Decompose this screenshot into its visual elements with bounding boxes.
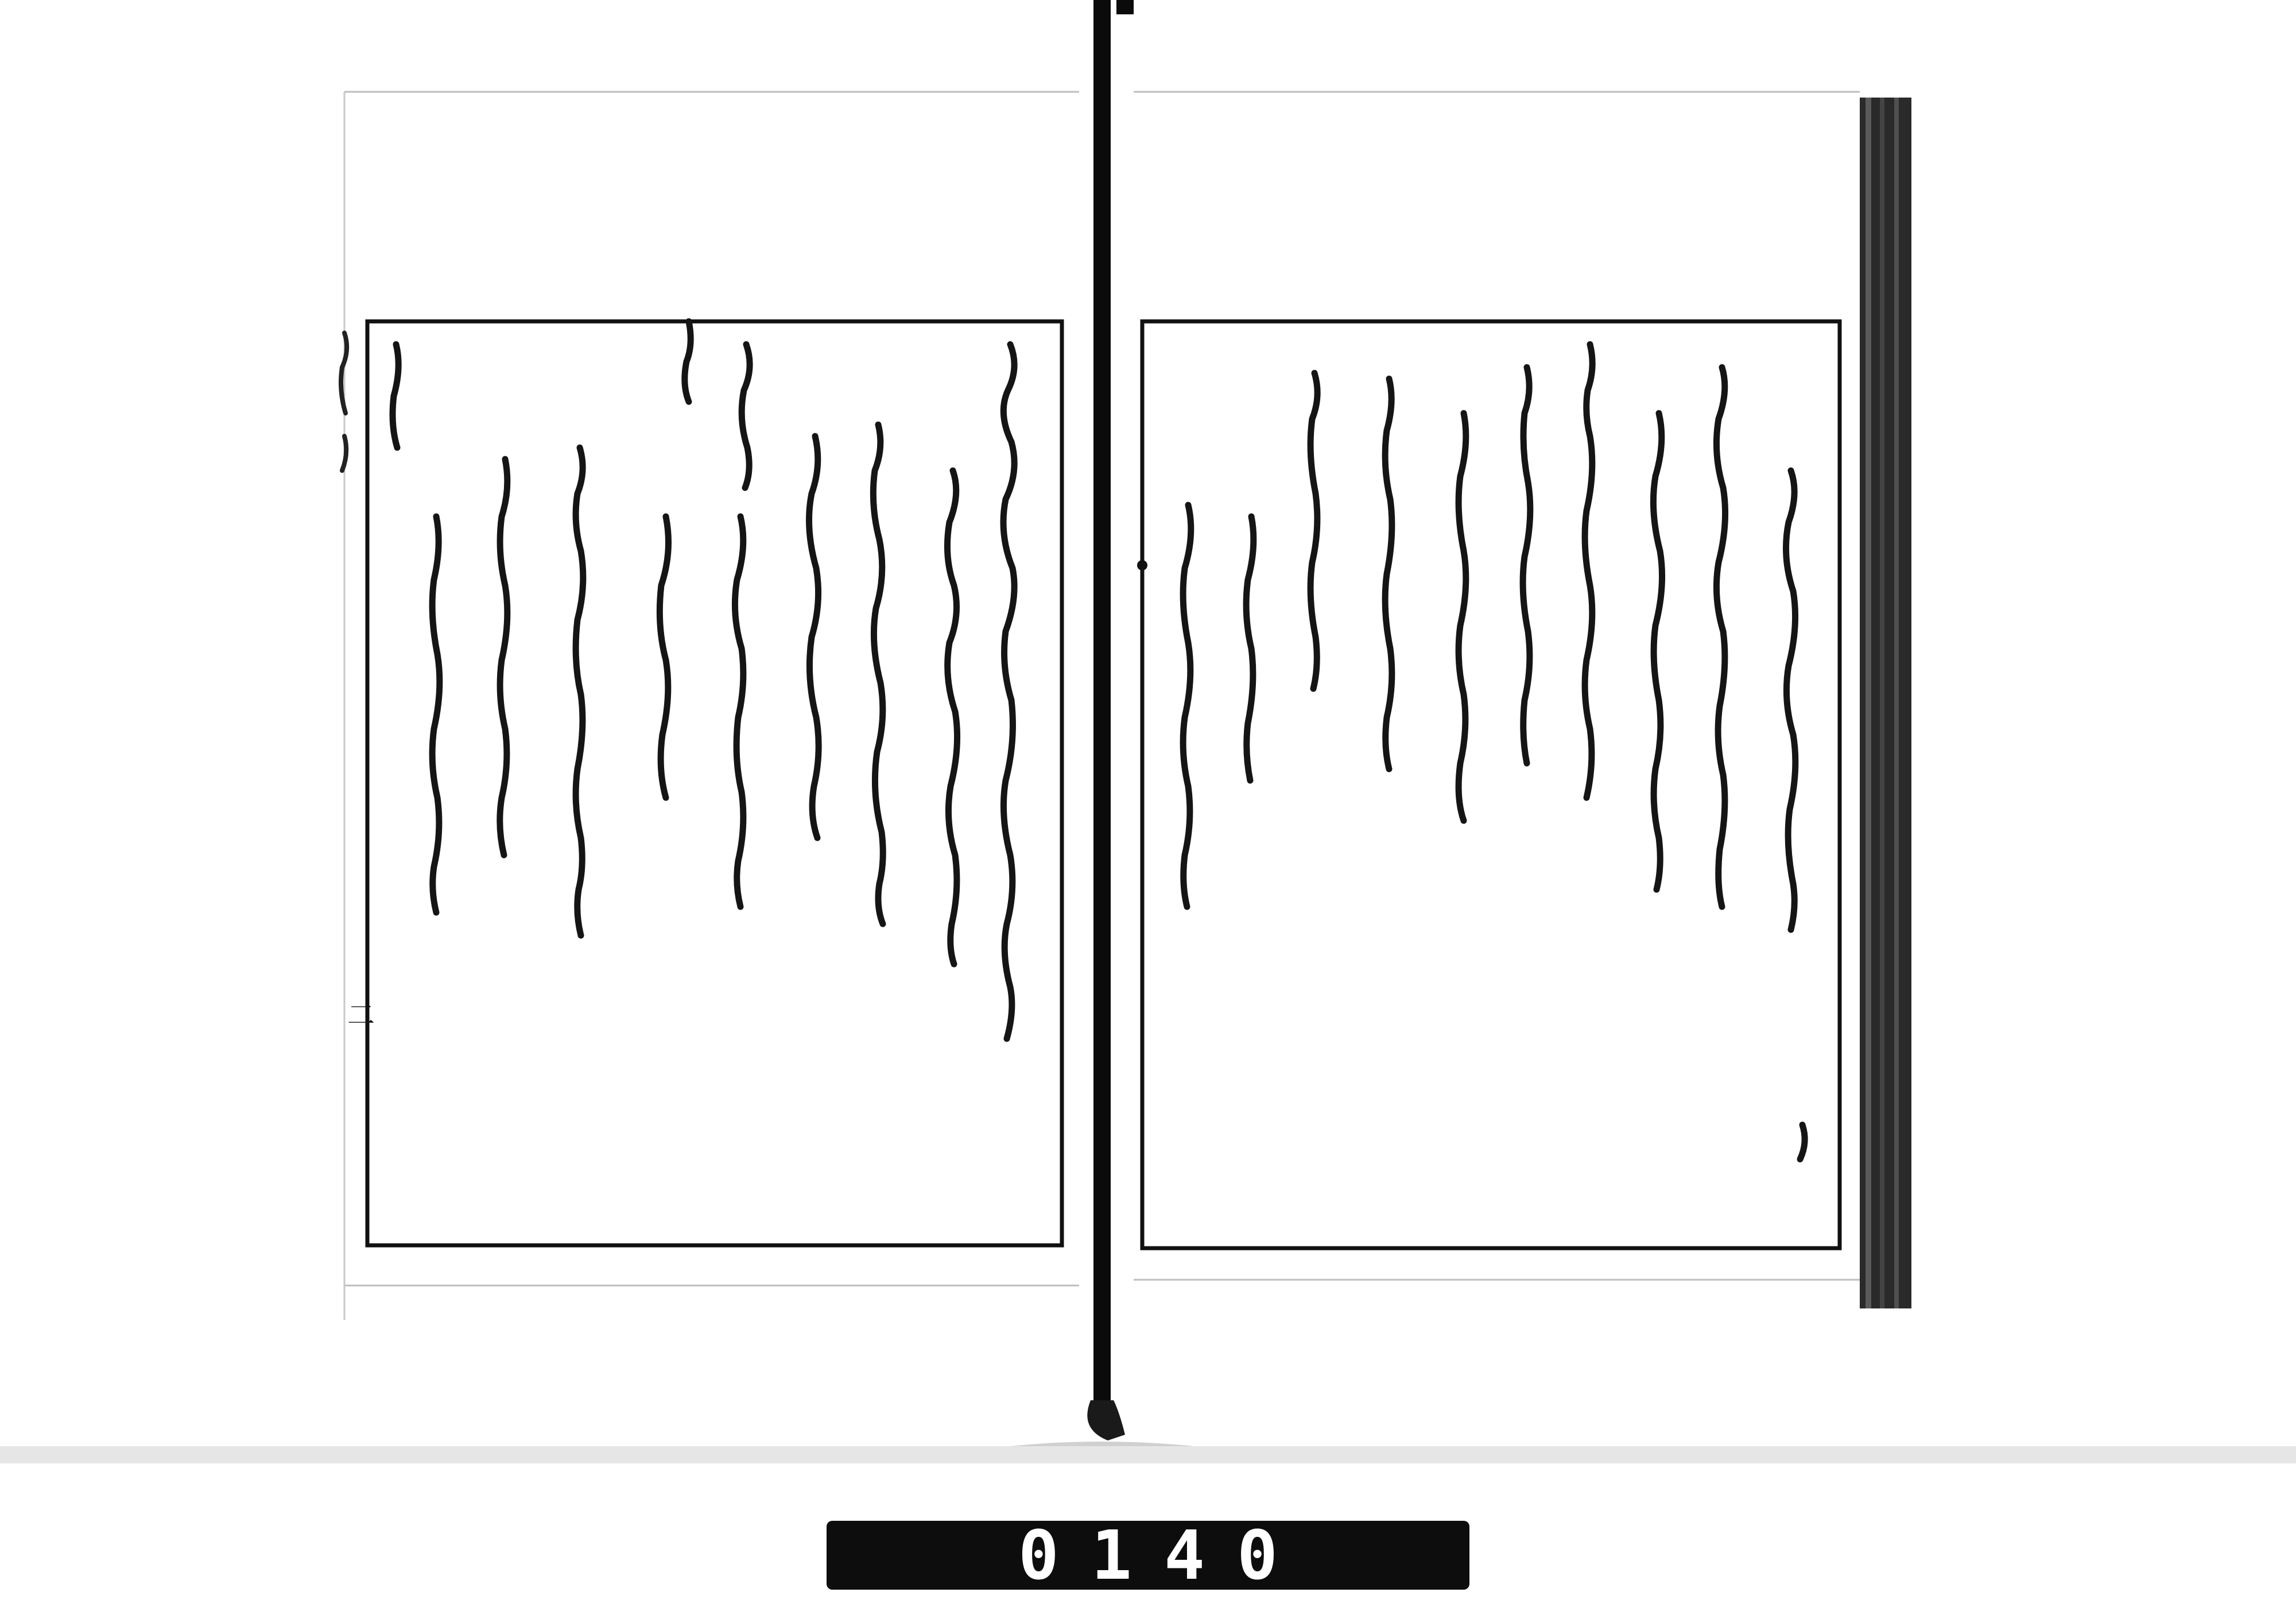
- scan-bottom-shadow: [0, 1446, 2296, 1463]
- microfilm-frame-number: 0140: [827, 1521, 1469, 1590]
- binding-hole: [1137, 560, 1147, 570]
- left-page-number: 二: [347, 999, 375, 1031]
